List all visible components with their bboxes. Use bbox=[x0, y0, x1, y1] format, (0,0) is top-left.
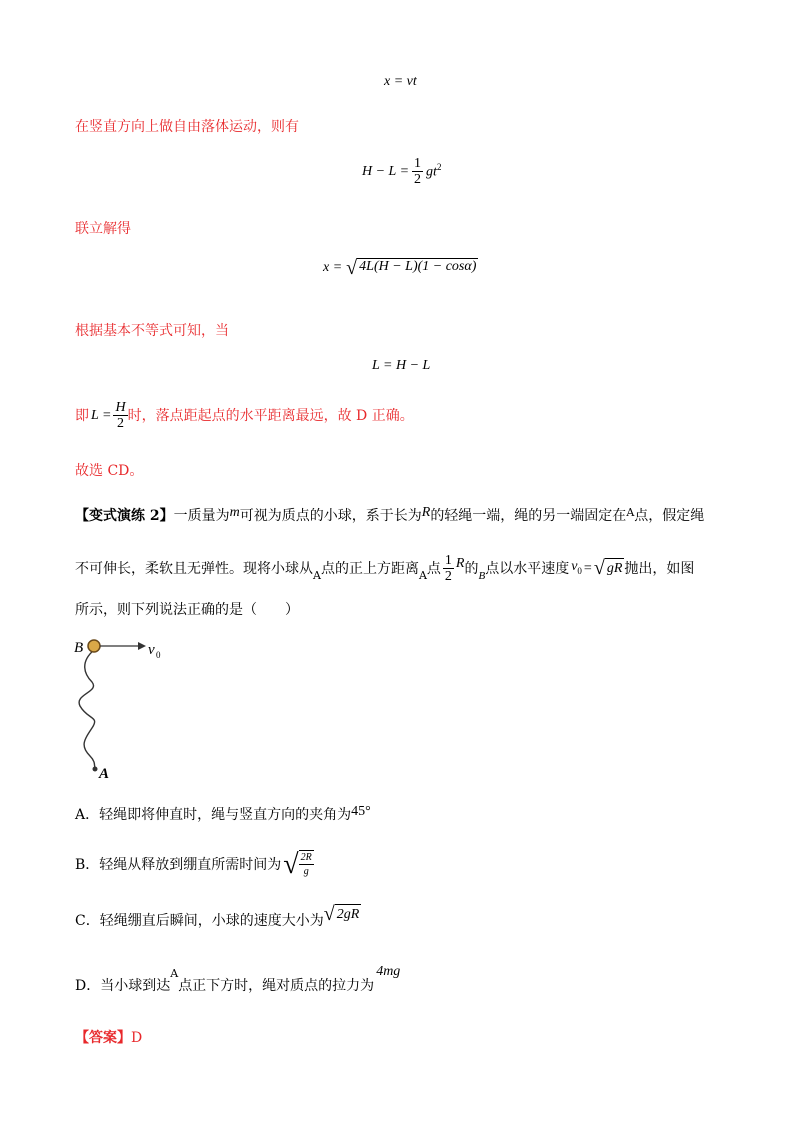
eq2-lhs: H − L = bbox=[362, 163, 410, 179]
eq2-num: 1 bbox=[414, 156, 422, 171]
problem-r-symbol: R bbox=[421, 505, 431, 520]
result-lhs: L = bbox=[91, 407, 112, 423]
problem-sqrt-gr bbox=[594, 558, 625, 579]
text-solve: 联立解得 bbox=[75, 221, 131, 237]
answer-value: D bbox=[131, 1030, 143, 1046]
option-a-label: A．轻绳即将伸直时，绳与竖直方向的夹角为 bbox=[75, 807, 352, 823]
result-fraction bbox=[113, 400, 127, 431]
result-suffix: 时，落点距起点的水平距离最远，故 D 正确。 bbox=[127, 407, 414, 424]
option-b-num: 2R bbox=[300, 852, 312, 863]
rope-line bbox=[79, 650, 95, 768]
problem-p2e: 点以水平速度 bbox=[485, 560, 570, 577]
problem-r2-symbol: R bbox=[455, 555, 465, 571]
problem-p2a: 不可伸长，柔软且无弹性。现将小球从 bbox=[75, 560, 313, 577]
result-den: 2 bbox=[117, 416, 125, 431]
answer-tag: 【答案】 bbox=[75, 1030, 131, 1046]
problem-mass-symbol: m bbox=[229, 505, 240, 520]
problem-a1-symbol: A bbox=[313, 568, 321, 582]
option-a-value: 45° bbox=[351, 804, 371, 819]
problem-a-symbol: A bbox=[626, 506, 635, 519]
problem-p1d: 点，假定绳 bbox=[634, 508, 705, 524]
problem-half-num: 1 bbox=[444, 553, 452, 568]
option-d-label-a: D．当小球到达 bbox=[75, 978, 171, 994]
option-d-a-symbol: A bbox=[170, 967, 179, 980]
problem-line-2 bbox=[75, 553, 694, 584]
figure-label-a: A bbox=[99, 766, 110, 782]
problem-line-1 bbox=[75, 503, 704, 526]
text-result bbox=[75, 400, 414, 431]
text-choice: 故选 CD。 bbox=[75, 463, 144, 479]
problem-tag: 【变式演练 2】 bbox=[75, 508, 174, 524]
problem-half-den: 2 bbox=[444, 569, 452, 584]
option-b-sqrt bbox=[283, 850, 313, 880]
text-inequality: 根据基本不等式可知，当 bbox=[75, 323, 229, 339]
option-d-label-b: 点正下方时，绳对质点的拉力为 bbox=[178, 978, 375, 994]
sqrt-sign-icon: √ bbox=[593, 557, 605, 579]
problem-figure bbox=[70, 632, 180, 782]
option-c-sqrt-body: 2gR bbox=[335, 904, 362, 925]
problem-p2d: 的 bbox=[464, 560, 479, 577]
ball-icon bbox=[88, 640, 100, 652]
equation-x-sqrt bbox=[323, 258, 478, 278]
problem-half-fraction bbox=[443, 553, 454, 584]
problem-p1b: 可视为质点的小球，系于长为 bbox=[239, 508, 422, 524]
option-b bbox=[75, 850, 314, 880]
eq2-fraction bbox=[412, 156, 423, 187]
option-c-label: C．轻绳绷直后瞬间，小球的速度大小为 bbox=[75, 912, 324, 929]
problem-p2c: 点 bbox=[426, 560, 441, 577]
problem-equals: = bbox=[583, 560, 592, 576]
equation-free-fall bbox=[362, 156, 441, 187]
eq3-sqrt-body: 4L(H − L)(1 − cosα) bbox=[357, 258, 478, 278]
option-b-label: B．轻绳从释放到绷直所需时间为 bbox=[75, 857, 282, 873]
sqrt-sign-icon: √ bbox=[283, 849, 299, 880]
figure-label-b: B bbox=[74, 640, 84, 656]
option-a bbox=[75, 802, 371, 825]
figure-label-v-sub: 0 bbox=[156, 650, 161, 660]
problem-line-3: 所示，则下列说法正确的是（ ） bbox=[75, 602, 299, 618]
problem-p2f: 抛出，如图 bbox=[624, 560, 695, 577]
eq2-rhs bbox=[426, 162, 441, 181]
eq2-den: 2 bbox=[414, 172, 422, 187]
option-b-den: g bbox=[303, 866, 309, 877]
problem-a2-symbol: A bbox=[418, 568, 427, 582]
sqrt-sign-icon: √ bbox=[346, 257, 358, 279]
problem-v0-base: v bbox=[571, 558, 578, 574]
problem-v0-symbol bbox=[571, 557, 582, 581]
option-b-fraction bbox=[299, 850, 314, 880]
option-c-sqrt bbox=[324, 904, 362, 925]
text-free-fall: 在竖直方向上做自由落体运动，则有 bbox=[75, 119, 299, 135]
option-d-value: 4mg bbox=[376, 964, 401, 979]
option-c bbox=[75, 903, 361, 931]
problem-p1a: 一质量为 bbox=[173, 508, 230, 524]
eq3-sqrt bbox=[346, 258, 478, 278]
equation-x-vt: x = vt bbox=[384, 74, 417, 89]
equation-l-eq: L = H − L bbox=[372, 358, 431, 373]
velocity-arrowhead-icon bbox=[138, 642, 146, 650]
problem-v0-sub: 0 bbox=[577, 565, 582, 576]
answer bbox=[75, 1028, 142, 1048]
figure-label-v: v bbox=[148, 642, 155, 658]
problem-sqrt-body: gR bbox=[605, 558, 625, 579]
anchor-point-icon bbox=[93, 767, 98, 772]
option-d bbox=[75, 964, 401, 996]
result-prefix: 即 bbox=[75, 407, 89, 424]
problem-b-symbol: B bbox=[478, 569, 486, 582]
problem-p1c: 的轻绳一端，绳的另一端固定在 bbox=[430, 508, 627, 524]
eq3-lhs: x = bbox=[323, 260, 343, 275]
result-num: H bbox=[115, 400, 126, 415]
sqrt-sign-icon: √ bbox=[323, 903, 335, 925]
eq2-exp: 2 bbox=[436, 162, 442, 173]
problem-p2b: 点的正上方距离 bbox=[320, 560, 419, 577]
eq2-rhs-base: gt bbox=[426, 164, 437, 180]
